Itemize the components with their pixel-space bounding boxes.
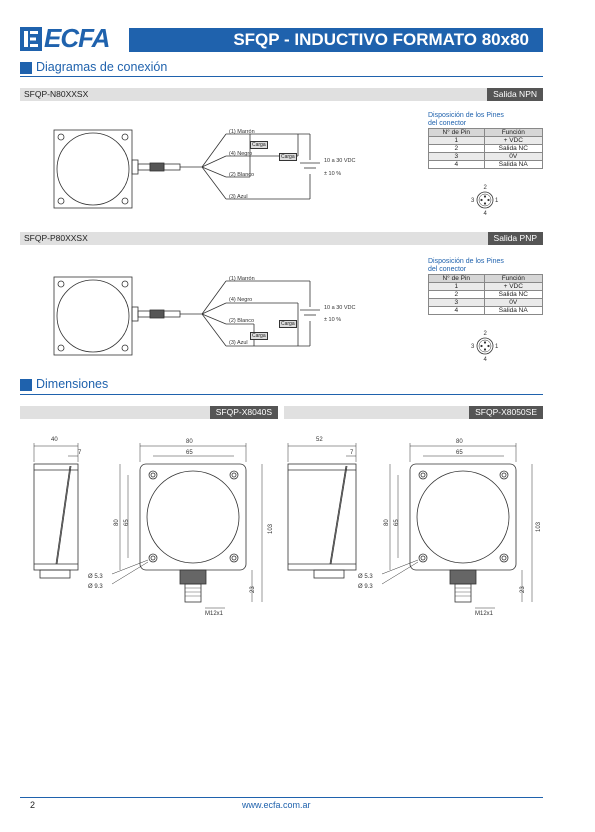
npn-tolerance: ± 10 % — [324, 171, 342, 177]
npn-model: SFQP-N80XXSX — [24, 89, 89, 99]
pnp-pin-title-2: del conector — [428, 266, 467, 273]
section-divider — [20, 76, 543, 77]
npn-pin-title-1: Disposición de los Pines — [428, 112, 504, 119]
dim-left-model: SFQP-X8040S — [210, 406, 278, 419]
npn-load-2: Carga — [281, 154, 295, 160]
npn-pin-table — [428, 128, 543, 169]
table-row — [429, 161, 543, 169]
npn-load-1: Carga — [252, 142, 266, 148]
table-row — [429, 283, 543, 291]
dim-right-width: 80 — [456, 439, 463, 445]
dim-right-drawing — [284, 430, 544, 630]
section-heading-connection — [20, 61, 320, 77]
dim-right-inner: 65 — [456, 450, 463, 456]
dim-left-hole-large: Ø 9.3 — [88, 584, 103, 590]
pnp-pin-block — [428, 258, 543, 315]
ecfa-logo-mark — [20, 27, 42, 51]
section-square-icon — [20, 379, 32, 391]
pnp-conn-num-4: 4 — [483, 357, 487, 362]
pnp-wire-2: (4) Negro — [229, 297, 253, 303]
table-header: N° de Pin — [429, 275, 485, 283]
page-title: SFQP - INDUCTIVO FORMATO 80x80 — [233, 30, 529, 49]
npn-pin-block — [428, 112, 543, 169]
pnp-load-1: Carga — [281, 321, 295, 327]
dim-right-thread: M12x1 — [475, 611, 494, 617]
table-cell: 1 — [429, 137, 485, 145]
section-square-icon — [20, 62, 32, 74]
dim-left-height: 80 — [114, 519, 120, 526]
dim-right-side-width: 52 — [316, 437, 323, 443]
npn-conn-num-4: 4 — [483, 211, 487, 216]
table-cell: + VDC — [484, 283, 542, 291]
dim-left-inner-h: 65 — [124, 519, 130, 526]
pnp-conn-num-1: 1 — [495, 344, 499, 350]
dim-left-bar — [20, 406, 278, 419]
table-cell: 1 — [429, 283, 485, 291]
table-cell: 2 — [429, 145, 485, 153]
table-header: Función — [484, 275, 542, 283]
dim-right-side-offset: 7 — [350, 450, 354, 456]
table-cell: 0V — [484, 153, 542, 161]
npn-pin-title-2: del conector — [428, 120, 467, 127]
dim-left-thread: M12x1 — [205, 611, 224, 617]
table-cell: 3 — [429, 153, 485, 161]
pnp-pin-table — [428, 274, 543, 315]
npn-wire-3: (2) Blanco — [229, 172, 255, 178]
section-divider — [20, 394, 543, 395]
section-title: Diagramas de conexión — [36, 60, 168, 74]
pnp-wire-4: (3) Azul — [229, 340, 248, 346]
npn-conn-num-3: 3 — [471, 198, 475, 204]
pnp-tolerance: ± 10 % — [324, 317, 342, 323]
table-cell: Salida NC — [484, 291, 542, 299]
pnp-connector-icon — [470, 330, 500, 362]
table-header: N° de Pin — [429, 129, 485, 137]
dim-left-side-offset: 7 — [78, 450, 82, 456]
npn-wire-2: (4) Negro — [229, 151, 253, 157]
page-number: 2 — [30, 800, 36, 810]
table-row — [429, 137, 543, 145]
table-cell: 0V — [484, 299, 542, 307]
dim-left-width: 80 — [186, 439, 193, 445]
pnp-wire-3: (2) Blanco — [229, 318, 255, 324]
table-cell: 4 — [429, 307, 485, 315]
table-cell: Salida NC — [484, 145, 542, 153]
dim-right-model: SFQP-X8050SE — [469, 406, 543, 419]
pnp-output-tag: Salida PNP — [488, 232, 543, 245]
logo-text: ECFA — [44, 23, 110, 53]
table-cell: + VDC — [484, 137, 542, 145]
footer-url-link[interactable]: www.ecfa.com.ar — [242, 800, 311, 810]
table-row — [429, 291, 543, 299]
table-cell: 3 — [429, 299, 485, 307]
npn-wire-4: (3) Azul — [229, 194, 248, 200]
pnp-model-bar — [20, 232, 543, 245]
dim-left-conn-h: 23 — [250, 586, 256, 593]
table-row — [429, 307, 543, 315]
table-cell: Salida NA — [484, 161, 542, 169]
table-row — [429, 153, 543, 161]
title-bar — [129, 28, 543, 52]
footer-divider — [20, 797, 543, 798]
npn-output-tag: Salida NPN — [487, 88, 543, 101]
table-cell: 4 — [429, 161, 485, 169]
table-header-row — [429, 275, 543, 283]
pnp-conn-num-2: 2 — [483, 331, 487, 337]
pnp-conn-num-3: 3 — [471, 344, 475, 350]
ecfa-logo — [20, 23, 124, 53]
table-header: Función — [484, 129, 542, 137]
pnp-supply: 10 a 30 VDC — [324, 305, 356, 311]
dim-right-inner-h: 65 — [394, 519, 400, 526]
table-row — [429, 299, 543, 307]
dim-left-inner: 65 — [186, 450, 193, 456]
npn-model-bar — [20, 88, 543, 101]
npn-wiring-diagram — [40, 120, 380, 220]
npn-wire-1: (1) Marrón — [229, 129, 255, 135]
table-header-row — [429, 129, 543, 137]
pnp-wire-1: (1) Marrón — [229, 276, 255, 282]
dim-left-hole-small: Ø 5.3 — [88, 574, 103, 580]
pnp-pin-title-1: Disposición de los Pines — [428, 258, 504, 265]
npn-supply: 10 a 30 VDC — [324, 158, 356, 164]
pnp-load-2: Carga — [252, 333, 266, 339]
table-cell: Salida NA — [484, 307, 542, 315]
dim-right-conn-h: 23 — [520, 586, 526, 593]
dim-left-drawing — [20, 430, 280, 630]
section-heading-dimensions — [20, 378, 320, 394]
npn-conn-num-2: 2 — [483, 185, 487, 191]
dim-right-height: 80 — [384, 519, 390, 526]
npn-conn-num-1: 1 — [495, 198, 499, 204]
table-row — [429, 145, 543, 153]
dim-left-side-width: 40 — [51, 437, 58, 443]
table-cell: 2 — [429, 291, 485, 299]
dim-right-total-h: 103 — [536, 521, 542, 532]
npn-connector-icon — [470, 184, 500, 216]
dim-right-hole-large: Ø 9.3 — [358, 584, 373, 590]
dim-right-hole-small: Ø 5.3 — [358, 574, 373, 580]
section-title: Dimensiones — [36, 377, 109, 391]
dim-left-total-h: 103 — [268, 523, 274, 534]
dim-right-bar — [284, 406, 543, 419]
pnp-model: SFQP-P80XXSX — [24, 233, 88, 243]
